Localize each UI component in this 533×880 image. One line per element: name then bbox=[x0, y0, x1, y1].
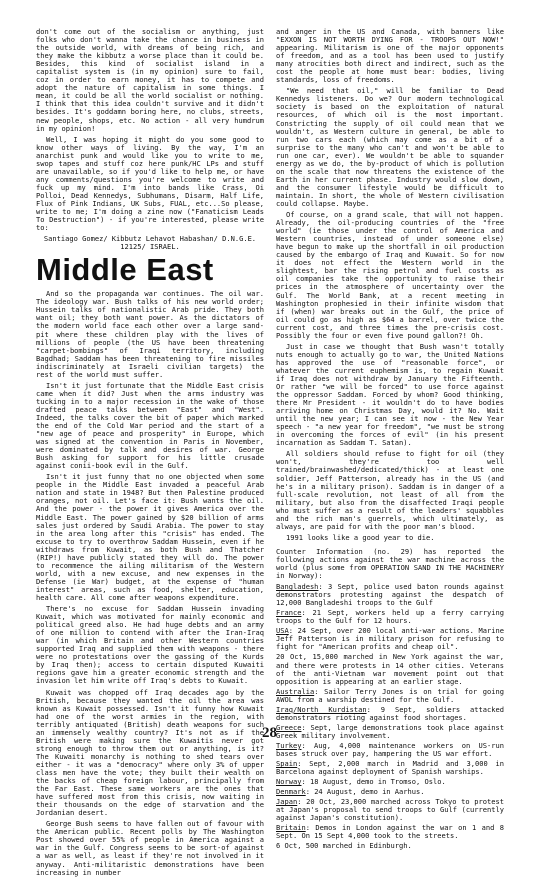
action-item bbox=[276, 842, 504, 850]
action-place: Britain bbox=[276, 823, 306, 833]
action-item bbox=[276, 609, 504, 625]
action-text: 6 Oct, 500 marched in Edinburgh. bbox=[276, 841, 412, 851]
action-item bbox=[276, 724, 504, 740]
article-paragraph: All soldiers should refuse to fight for oil (they won't, they're too well trained/brainwashed/dedicated/thick) - at least one soldier, Jeff Patterson, already has in the US (and he's in a military prison). Saddam is in danger of a full-scale revolution, not least of all from the military, but also from the disaffected Iraqi people who must suffer as a result of the leaders' squabbles and the rich man's guerrels, which ultimately, as always, are paid for with the poor man's blood. bbox=[276, 449, 504, 531]
action-place: USA bbox=[276, 626, 289, 636]
article-paragraph: Of course, on a grand scale, that will not happen. Already, the oil-producing countries of the "free world" (ie those under the control of America and Western countries, instead of under someone else) have begun to make up the shortfall in oil production caused by the embargo of Iraq and Kuwait. So for now it does not effect the Western world in the slightest, bar the rising petrol and fuel costs as oil companies take the opportunity to raise their prices in the atmosphere of uncertainty over the Gulf. The World Bank, at a recent meeting in Washington prophesied in their infinite wisdom that if (when) war breaks out in the Gulf, the price of oil could go as high as $64 a barrel, over twice the current cost, and three times the pre-crisis cost. Possibly the four or even five pound gallon?! Oh. bbox=[276, 210, 504, 340]
page-number: 28 bbox=[262, 725, 277, 741]
action-text: : 18 August, demo in Tromso, Oslo. bbox=[301, 777, 446, 787]
action-item bbox=[276, 824, 504, 840]
action-text: : Sept, large demonstrations took place against Greek military involvement. bbox=[276, 722, 504, 740]
action-text: : 20 Oct, 23,000 marched across Tokyo to protest at Japan's proposal to send troops to Gulf (currently against Japan's constitution). bbox=[276, 797, 504, 823]
article-paragraph: There's no excuse for Saddam Hussein invading Kuwait, which was motivated for mainly economic and political greed also. He had huge debts and an army of one million to contend with after the Iran-Iraq war (in which Britain and other Western countries supported Iraq and supplied them with weapons - there were no protestations over the gassing of the Kurds by Iraq then); access to certain disputed Kuwaiti regions gave him a greater economic strength and the invasion let him write off Iraq's debts to Kuwait. bbox=[36, 604, 264, 686]
action-place: Japan bbox=[276, 797, 298, 807]
action-place: Spain bbox=[276, 759, 298, 769]
action-item bbox=[276, 706, 504, 722]
action-text: 20 Oct, 15,000 marched in New York against the war, and there were protests in 14 other cities. Veterans of the anti-Vietnam war movement point out that opposition is appearing at an earlier stage. bbox=[276, 652, 504, 686]
action-text: : Sailor Terry Jones is on trial for going AWOL from a warship destined for the Gulf. bbox=[276, 686, 504, 704]
action-text: : 3 Sept, police used baton rounds against demonstrators protesting against the despatch of 12,000 Bangladeshi troops to the Gulf bbox=[276, 582, 504, 608]
action-place: Turkey bbox=[276, 740, 302, 750]
action-place: Iraq/North Kurdistan bbox=[276, 704, 367, 714]
action-place: Bangladesh bbox=[276, 582, 319, 592]
action-place: Norway bbox=[276, 777, 302, 787]
action-item bbox=[276, 798, 504, 822]
article-paragraph: 1991 looks like a good year to die. bbox=[286, 532, 435, 542]
contact-address: Santiago Gomez/ Kibbutz Lehavot Habashan/ D.N.G.E. 12125/ ISRAEL. bbox=[43, 234, 257, 252]
action-item bbox=[276, 583, 504, 607]
action-place: Denmark bbox=[276, 787, 306, 797]
action-place: Greece bbox=[276, 722, 302, 732]
article-headline: Middle East bbox=[36, 252, 214, 288]
actions-list bbox=[276, 583, 504, 850]
article-paragraph: Isn't it just funny that no one objected when some people in the Middle East invaded a peaceful Arab nation and state in 1948? But then Palestine produced oranges, not oil. Let's face it: Bush wants the oil. And the power - the power it gives America over the Middle East. The power gained by $20 billion of arms sales just ordered by Saudi Arabia. The power to stay in the area long after this "crisis" has ended. The excuse to try to overthrow Saddam Hussein, even if he withdraws from Kuwait, as both Bush and Thatcher (RIP!) have publicly stated they will do. The power to recommence the ailing militarism of the Western world, with a new excuse, and new expenses in the Defense (ie War) budget, at the expense of "human interest" areas, such as food, shelter, education, health care. All come after weapons expenditure. bbox=[36, 472, 264, 602]
action-text: : 21 Sept, workers held up a ferry carrying troops to the Gulf for 12 hours. bbox=[276, 608, 504, 626]
action-item bbox=[276, 778, 504, 786]
right-column bbox=[276, 28, 504, 853]
article-paragraph: Kuwait was chopped off Iraq decades ago by the British, because they wanted the oil the area was known as Kuwait possessed. Isn't it funny how Kuwait had one of the worst armies in the region, with terribly antiquated (British) death weapons for such an immensely wealthy country? It's not as if the British were making sure the Kuwaitis never got strong enough to throw them out or anything, is it? The Kuwaiti monarchy is nothing to shed tears over either - it was a "democracy" where only 3% of upper class men have the vote; they built their wealth on the backs of cheap foreign labour, principally from the Far East. These same workers are the ones that have suffered most from this crisis, now waiting in their thousands on the edge of starvation and the Jordanian desert. bbox=[36, 687, 264, 818]
action-item bbox=[276, 688, 504, 704]
intro-paragraph: Well, I was hoping it might do you some good to know other ways of living. By the way, I'm an anarchist punk and would like you to write to me, swop tapes and stuff coz here punk/HC LPs and stuff are unavailable, so if you'd like to help me, or have any comments/questions you're welcome to write and fuck up my mind. I'm into bands like Crass, Oi Polloi, Dead Kennedys, Subhumans, Disarm, Half Life, Flux of Pink Indians, UK Subs, FUAL, etc...So please, write to me; I'm doing a zine now ("Fanaticism Leads To Destruction") - if you're interested, please write to: bbox=[36, 134, 264, 233]
article-paragraph: and anger in the US and Canada, with banners like "EXXON IS NOT WORTH DYING FOR - TROOPS OUT NOW!" appearing. Militarism is one of the major opponents of freedom, and as a tool has been used to justify many atrocities both direct and indirect, such as the cost the people at home must bear: bodies, living standards, loss of freedoms. bbox=[276, 27, 504, 85]
article-paragraph: Isn't it just fortunate that the Middle East crisis came when it did? Just when the arms industry was tucking in to a major recession in the wake of those drafted peace talks between "East" and "West". Indeed, the talks cover the bit of paper which marked the end of the Cold War period and the start of a "new age of peace and prosperity" in Europe, which was signed at the convention in Paris in November, were dominated by talk and desires of war. George Bush asking for support for his little crusade against conii-book evil in the Gulf. bbox=[36, 380, 264, 471]
intro-paragraph: don't come out of the socialism or anything, just folks who don't wanna take the chance in business in the outside world, with dreams of being rich, and they make the kibbutz a worse place than it could be. Besides, this kind of socialist island in a capitalist system is (in my opinion) sure to fail, coz in order to earn money, it has to compete and adopt the nature of capitalism in some things. I mean, it could be all the world socialist or nothing. I think that this idea couldn't survive and it didn't besides. It's goddamn boring here, no clubs, streets, new people, shops, etc. No action - all very humdrum in my opinion! bbox=[36, 27, 264, 133]
action-item bbox=[276, 760, 504, 776]
action-place: Australia bbox=[276, 686, 315, 696]
action-item bbox=[276, 627, 504, 651]
action-text: : 9 Sept, soldiers attacked demonstrators rioting against food shortages. bbox=[276, 704, 504, 722]
article-paragraph: And so the propaganda war continues. The oil war. The ideology war. Bush talks of his new world order; Hussein talks of nationalistic Arab pride. They both want oil; they both want power. As the dictators of the modern world face each other over a large sand-pit where these children play with the lives of millions of people (the US have been threatening "carpet-bombings" of Iraqi territory, including Bagdhad; Saddam has been threatening to fire missiles indiscriminately at Israeli civilian targets) the rest of the world must suffer. bbox=[36, 289, 264, 379]
action-text: : 24 August, demo in Aarhus. bbox=[305, 787, 425, 797]
action-item bbox=[276, 788, 504, 796]
counter-info-intro: Counter Information (no. 29) has reported the following actions against the war machine across the world (plus some from OPERATION SAND IN THE MACHINERY in Norway): bbox=[276, 546, 504, 581]
article-paragraph: "We need that oil," will be familiar to Dead Kennedys listeners. Do we? Our modern technological society is based on the exploitation of natural resources, of which oil is the most important. Constricting the supply of oil could mean that we wouldn't, as Western culture in general, be able to run two cars each (which may come as a bit of a surprise to the many who can't and won't be able to run one car, ever). We wouldn't be able to squander energy as we do, the by-product of which is pollution on the scale that now threatens the existence of the Earth in her current phase. Industry would slow down, and the consumer lifestyle would be difficult to maintain. In short, the whole of Western civilisation could collapse. Maybe. bbox=[276, 86, 504, 208]
action-text: : Demos in London against the war on 1 and 8 Sept. On 15 Sept 4,000 took to the streets. bbox=[276, 823, 504, 841]
action-text: : 24 Sept, over 200 local anti-war actions. Marine Jeff Patterson is in military prison for refusing to fight for "American profits and cheap oil". bbox=[276, 626, 504, 652]
article-paragraph: Just in case we thought that Bush wasn't totally nuts enough to actually go to war, the United Nations has approved the use of "reasonable force", or whatever the current euphemism is, to regain Kuwait if Iraq does not withdraw by January the Fifteenth. Or rather "we will be forced" to use force against the oppressor Saddam. Forced by whom? Good thinking, there Mr President - it wouldn't do to have bodies arriving home on Christmas Day, would it? No. Wait until the new year; I can see it now - the New Year speech - "a new year for freedom", "we must be strong in overcoming the forces of evil" (in his present incarnation as Saddam T. Satan). bbox=[276, 341, 504, 448]
left-column bbox=[36, 28, 264, 880]
action-item bbox=[276, 653, 504, 685]
article-paragraph: George Bush seems to have fallen out of favour with the American public. Recent polls by The Washington Post showed over 55% of people in America against a war in the Gulf. Congress seems to be sort-of against a war as well, as least if they're not involved in it anyway. Anti-militaristic demonstrations have been increasing in number bbox=[36, 819, 264, 877]
action-text: : Sept, 2,000 march in Madrid and 3,000 in Barcelona against deployment of Spanish warships. bbox=[276, 759, 504, 777]
action-text: : Aug, 4,000 maintenance workers on US-run bases struck over pay, hampering the US war effort. bbox=[276, 740, 504, 758]
action-place: France bbox=[276, 608, 302, 618]
